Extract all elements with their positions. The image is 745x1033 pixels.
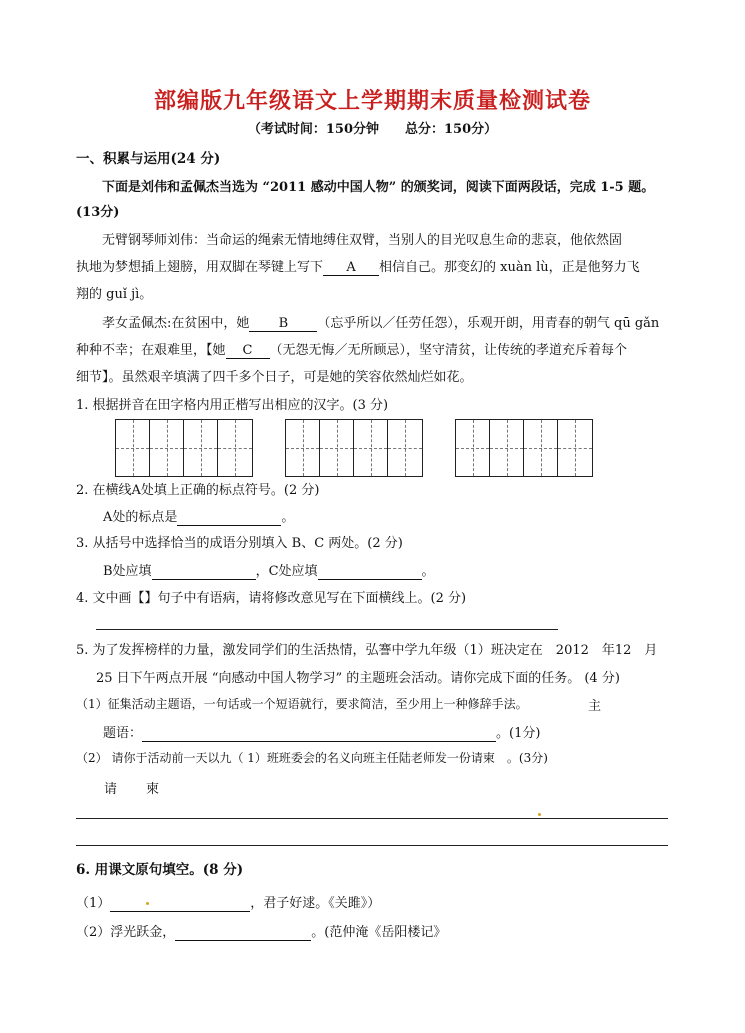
invitation-char-1: 请 <box>104 782 118 797</box>
tianzige-cell[interactable] <box>490 420 524 476</box>
question-4: 4. 文中画【】句子中有语病，请将修改意见写在下面横线上。(2 分) <box>76 591 467 606</box>
exam-info: （考试时间：150分钟 总分：150分） <box>247 122 498 137</box>
blank-c[interactable]: C <box>226 343 270 359</box>
question-2-answer: A处的标点是 。 <box>103 510 295 525</box>
tianzige-cell[interactable] <box>218 420 252 476</box>
passage-liuwei-line2: 执地为梦想插上翅膀，用双脚在琴键上写下 A 相信自己。那变幻的 xuàn lù，正是他努力飞 <box>76 260 640 275</box>
answer-line-q4[interactable] <box>96 629 558 630</box>
invitation-line-2[interactable] <box>76 845 668 846</box>
tianzige-cell[interactable] <box>524 420 558 476</box>
question-2: 2. 在横线A处填上正确的标点符号。(2 分) <box>76 483 320 498</box>
tianzige-grid-2[interactable] <box>285 419 423 477</box>
tianzige-grid-3[interactable] <box>455 419 593 477</box>
passage-intro: 下面是刘伟和孟佩杰当选为 “2011 感动中国人物” 的颁奖词，阅读下面两段话，完成 1-5 题。 <box>76 180 655 195</box>
question-1: 1. 根据拼音在田字格内用正楷写出相应的汉字。(3 分) <box>76 398 389 413</box>
fill-item-2: （2）浮光跃金， 。(范仲淹《岳阳楼记》 <box>76 925 447 940</box>
passage-meng-line1: 孝女孟佩杰:在贫困中，她 B （忘乎所以／任劳任怨），乐观开朗，用青春的朝气 qū gǎn <box>76 316 660 331</box>
tianzige-cell[interactable] <box>354 420 388 476</box>
answer-blank-a[interactable] <box>177 510 281 526</box>
tianzige-cell[interactable] <box>116 420 150 476</box>
question-5-theme: 题语： 。(1分) <box>103 726 541 741</box>
question-3: 3. 从括号中选择恰当的成语分别填入 B、C 两处。(2 分) <box>76 536 403 551</box>
passage-liuwei-line1: 无臂钢琴师刘伟：当命运的绳索无情地缚住双臂，当别人的目光叹息生命的悲哀，他依然固 <box>76 233 623 248</box>
fill-blank-1[interactable] <box>110 896 250 912</box>
tianzige-cell[interactable] <box>558 420 592 476</box>
question-5-line1: 5. 为了发挥榜样的力量，激发同学们的生活热情，弘謇中学九年级（1）班决定在 2012 年12 月 <box>76 643 658 658</box>
invitation-char-2: 柬 <box>146 782 160 797</box>
passage-meng-line3: 细节】。虽然艰辛填满了四千多个日子，可是她的笑容依然灿烂如花。 <box>76 370 473 385</box>
blank-a[interactable]: A <box>323 260 379 276</box>
tianzige-grid-1[interactable] <box>115 419 253 477</box>
invitation-line-1[interactable] <box>76 818 668 819</box>
passage-meng-line2: 种种不幸；在艰难里，【她 C （无怨无悔／无所顾忌），坚守清贫，让传统的孝道充斥着每个 <box>76 343 628 358</box>
section-heading: 一、积累与运用(24 分) <box>76 151 221 167</box>
question-3-answer: B处应填 ，C处应填 。 <box>103 564 435 579</box>
tianzige-cell[interactable] <box>286 420 320 476</box>
theme-answer-blank[interactable] <box>142 726 496 742</box>
question-5-sub1-tail: 主 <box>588 699 602 714</box>
ink-dot <box>538 813 541 816</box>
tianzige-cell[interactable] <box>184 420 218 476</box>
ink-dot <box>146 902 149 905</box>
page-title: 部编版九年级语文上学期期末质量检测试卷 <box>153 88 591 114</box>
fill-item-1: （1） ，君子好逑。《关雎》） <box>76 896 381 911</box>
fill-blank-2[interactable] <box>175 925 311 941</box>
answer-blank-c[interactable] <box>318 564 422 580</box>
tianzige-cell[interactable] <box>388 420 422 476</box>
question-5-line2: 25 日下午两点开展 “向感动中国人物学习” 的主题班会活动。请你完成下面的任务。 (4 分) <box>96 671 620 686</box>
passage-intro-score: (13分) <box>76 205 120 220</box>
blank-b[interactable]: B <box>249 316 317 332</box>
answer-blank-b[interactable] <box>152 564 256 580</box>
question-6: 6. 用课文原句填空。(8 分) <box>76 862 244 878</box>
question-5-sub1: （1）征集活动主题语，一句话或一个短语就行，要求简洁，至少用上一种修辞手法。 <box>76 697 528 711</box>
tianzige-cell[interactable] <box>456 420 490 476</box>
passage-liuwei-line3: 翔的 guǐ jì。 <box>76 287 153 302</box>
question-5-sub2: （2） 请你于活动前一天以九（ 1）班班委会的名义向班主任陆老师发一份请柬 。(3分) <box>76 751 548 765</box>
tianzige-cell[interactable] <box>150 420 184 476</box>
tianzige-cell[interactable] <box>320 420 354 476</box>
